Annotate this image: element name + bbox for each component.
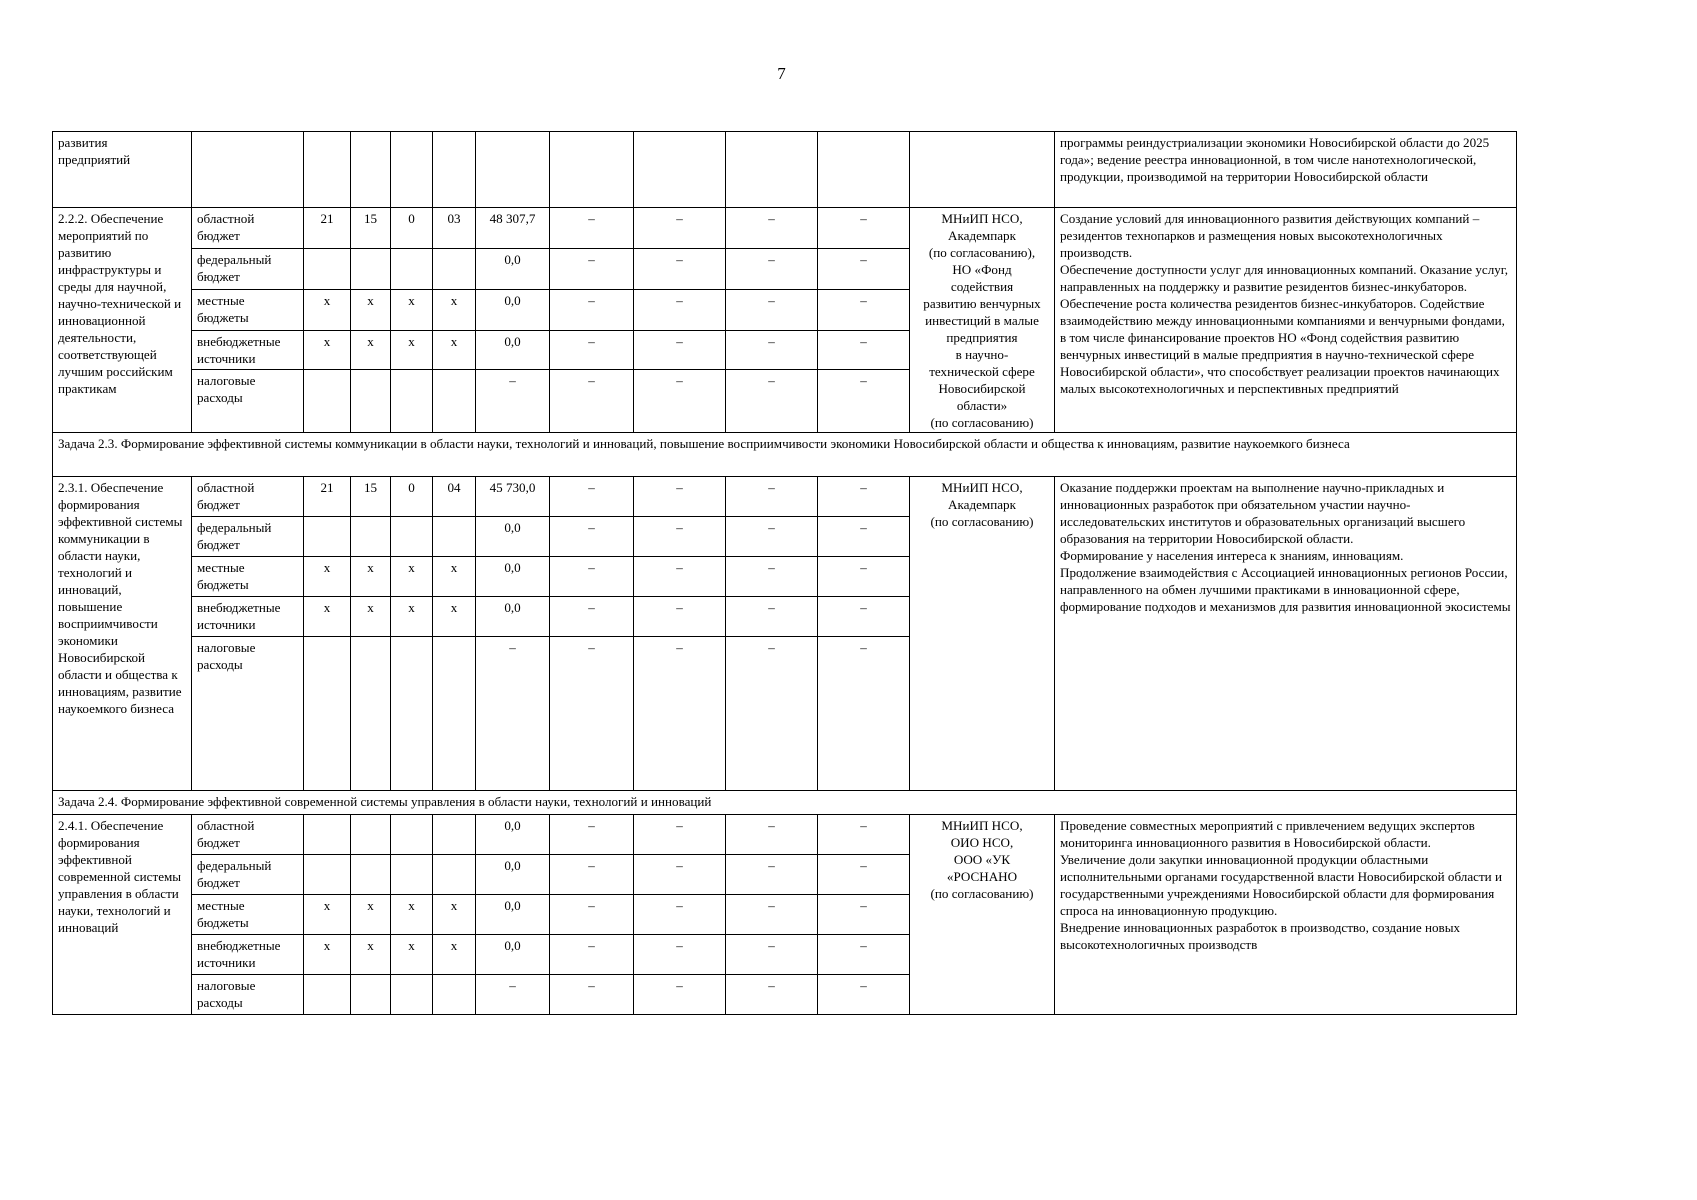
total-amount-cell: –	[476, 975, 550, 1015]
funding-source-cell: налоговые расходы	[192, 975, 304, 1015]
code-subsection-cell: x	[391, 557, 433, 597]
code-chapter-cell	[304, 249, 351, 290]
code-activity-cell	[433, 637, 476, 791]
funding-source-cell: местные бюджеты	[192, 557, 304, 597]
page-number: 7	[777, 64, 786, 83]
code-chapter-cell: x	[304, 597, 351, 637]
code-chapter-cell: x	[304, 290, 351, 331]
code-section-cell: x	[351, 331, 391, 370]
code-activity-cell	[433, 815, 476, 855]
funding-source-cell: областной бюджет	[192, 477, 304, 517]
year-3-cell: –	[726, 935, 818, 975]
funding-source-cell: внебюджетные источники	[192, 935, 304, 975]
code-section-cell: x	[351, 597, 391, 637]
year-3-cell: –	[726, 557, 818, 597]
code-subsection-cell	[391, 637, 433, 791]
year-1-cell: –	[550, 935, 634, 975]
funding-source-cell: налоговые расходы	[192, 637, 304, 791]
code-section-cell: x	[351, 290, 391, 331]
funding-source-cell: налоговые расходы	[192, 370, 304, 433]
code-activity-cell: x	[433, 290, 476, 331]
code-section-cell	[351, 637, 391, 791]
year-1-cell: –	[550, 895, 634, 935]
code-activity-cell	[433, 249, 476, 290]
code-subsection-cell: x	[391, 935, 433, 975]
year-1-cell: –	[550, 557, 634, 597]
funding-source-cell: внебюджетные источники	[192, 331, 304, 370]
code-activity-cell: x	[433, 557, 476, 597]
code-chapter-cell	[304, 370, 351, 433]
year-3-cell: –	[726, 477, 818, 517]
task-heading-row	[53, 791, 1517, 815]
expected-result-cell: Оказание поддержки проектам на выполнение научно-прикладных и инновационных разработок при обязательном участии научно-исследовательских институтов и образовательных организаций высшего образования на территории Новосибирской области. Формирование у населения интереса к знаниям, инновациям. Продолжение взаимодействия с Ассоциацией инновационных регионов России, направленного на обмен лучшими практиками в инновационной сфере, формирование подходов и механизмов для развития инновационной экосистемы	[1055, 477, 1517, 791]
year-3-cell: –	[726, 290, 818, 331]
funding-source-cell: областной бюджет	[192, 208, 304, 249]
year-2-cell: –	[634, 637, 726, 791]
year-3-cell: –	[726, 815, 818, 855]
executor-cell: МНиИП НСО, Академпарк (по согласованию), НО «Фонд содействия развитию венчурных инвестиций в малые предприятия в научно- технической сфере Новосибирской области» (по согласованию)	[910, 208, 1055, 433]
year-3-cell: –	[726, 370, 818, 433]
code-subsection-cell	[391, 855, 433, 895]
year-2-cell: –	[634, 517, 726, 557]
code-activity-cell: 03	[433, 208, 476, 249]
year-1-cell: –	[550, 815, 634, 855]
funding-row	[53, 477, 1517, 517]
code-section-cell	[351, 517, 391, 557]
year-4-cell: –	[818, 331, 910, 370]
year-4-cell: –	[818, 597, 910, 637]
code-section-cell	[351, 370, 391, 433]
expected-result-cell: Создание условий для инновационного развития действующих компаний –резидентов технопарков и размещения новых высокотехнологичных производств. Обеспечение доступности услуг для инновационных компаний. Оказание услуг, направленных на поддержку и развитие резидентов бизнес-инкубаторов. Обеспечение роста количества резидентов бизнес-инкубаторов. Содействие взаимодействию между инновационными компаниями и венчурными фондами, в том числе финансирование проектов НО «Фонд содействия развитию венчурных инвестиций в малые предприятия в научно-технической сфере Новосибирской области», что способствует реализации проектов начинающих малых высокотехнологичных и перспективных предприятий	[1055, 208, 1517, 433]
year-4-cell: –	[818, 477, 910, 517]
total-amount-cell: 0,0	[476, 895, 550, 935]
year-3-cell: –	[726, 517, 818, 557]
code-section-cell	[351, 815, 391, 855]
year-1-cell: –	[550, 370, 634, 433]
year-2-cell: –	[634, 597, 726, 637]
year-3-cell: –	[726, 975, 818, 1015]
code-section-cell: x	[351, 895, 391, 935]
year-4-cell: –	[818, 855, 910, 895]
total-amount-cell: 0,0	[476, 935, 550, 975]
task-heading: Задача 2.3. Формирование эффективной системы коммуникации в области науки, технологий и инноваций, повышение восприимчивости экономики Новосибирской области и общества к инновациям, развитие наукоемкого бизнеса	[53, 433, 1517, 477]
code-chapter-cell: x	[304, 557, 351, 597]
year-2-cell: –	[634, 370, 726, 433]
funding-source-cell: местные бюджеты	[192, 895, 304, 935]
activity-name-cell: развития предприятий	[53, 132, 192, 208]
code-subsection-cell	[391, 370, 433, 433]
code-chapter-cell	[304, 815, 351, 855]
funding-row	[53, 208, 1517, 249]
code-subsection-cell: x	[391, 895, 433, 935]
year-4-cell: –	[818, 517, 910, 557]
total-amount-cell: 0,0	[476, 855, 550, 895]
year-3-cell: –	[726, 249, 818, 290]
code-chapter-cell: 21	[304, 477, 351, 517]
executor-cell: МНиИП НСО, ОИО НСО, ООО «УК «РОСНАНО (по согласованию)	[910, 815, 1055, 1015]
year-1-cell: –	[550, 975, 634, 1015]
year-4-cell: –	[818, 208, 910, 249]
code-activity-cell: x	[433, 597, 476, 637]
total-amount-cell: 0,0	[476, 517, 550, 557]
year-3-cell: –	[726, 637, 818, 791]
code-section-cell: x	[351, 935, 391, 975]
year-4-cell: –	[818, 370, 910, 433]
year-2-cell: –	[634, 477, 726, 517]
total-amount-cell: 0,0	[476, 815, 550, 855]
year-2-cell: –	[634, 208, 726, 249]
code-subsection-cell: 0	[391, 208, 433, 249]
year-1-cell: –	[550, 208, 634, 249]
total-amount-cell: 0,0	[476, 331, 550, 370]
code-section-cell: x	[351, 557, 391, 597]
year-2-cell: –	[634, 557, 726, 597]
code-section-cell: 15	[351, 477, 391, 517]
year-4-cell: –	[818, 895, 910, 935]
code-subsection-cell: x	[391, 290, 433, 331]
code-activity-cell	[433, 370, 476, 433]
code-activity-cell: x	[433, 935, 476, 975]
code-subsection-cell: x	[391, 597, 433, 637]
year-2-cell: –	[634, 815, 726, 855]
year-4-cell: –	[818, 249, 910, 290]
continuation-row	[53, 132, 1517, 208]
funding-source-cell: федеральный бюджет	[192, 855, 304, 895]
year-4-cell: –	[818, 975, 910, 1015]
code-chapter-cell	[304, 517, 351, 557]
total-amount-cell: 48 307,7	[476, 208, 550, 249]
funding-row	[53, 815, 1517, 855]
funding-source-cell: местные бюджеты	[192, 290, 304, 331]
total-amount-cell: 0,0	[476, 557, 550, 597]
activity-name-cell: 2.3.1. Обеспечение формирования эффективной системы коммуникации в области науки, технологий и инноваций, повышение восприимчивости экономики Новосибирской области и общества к инновациям, развитие наукоемкого бизнеса	[53, 477, 192, 791]
code-chapter-cell	[304, 637, 351, 791]
funding-source-cell: областной бюджет	[192, 815, 304, 855]
total-amount-cell: –	[476, 370, 550, 433]
code-activity-cell	[433, 975, 476, 1015]
year-1-cell: –	[550, 597, 634, 637]
year-3-cell: –	[726, 597, 818, 637]
code-subsection-cell: 0	[391, 477, 433, 517]
funding-source-cell: внебюджетные источники	[192, 597, 304, 637]
expected-result-cell: программы реиндустриализации экономики Новосибирской области до 2025 года»; ведение реестра инновационной, в том числе нанотехнологической, продукции, производимой на территории Новосибирской области	[1055, 132, 1517, 208]
code-section-cell: 15	[351, 208, 391, 249]
year-3-cell: –	[726, 208, 818, 249]
year-4-cell: –	[818, 935, 910, 975]
year-3-cell: –	[726, 855, 818, 895]
expected-result-cell: Проведение совместных мероприятий с привлечением ведущих экспертов мониторинга инновационного развития в Новосибирской области. Увеличение доли закупки инновационной продукции областными исполнительными органами государственной власти Новосибирской области и государственными учреждениями Новосибирской области для формирования спроса на инновационную продукцию. Внедрение инновационных разработок в производство, создание новых высокотехнологичных производств	[1055, 815, 1517, 1015]
code-subsection-cell	[391, 815, 433, 855]
year-2-cell: –	[634, 895, 726, 935]
code-activity-cell: 04	[433, 477, 476, 517]
year-1-cell: –	[550, 477, 634, 517]
total-amount-cell: 0,0	[476, 249, 550, 290]
executor-cell: МНиИП НСО, Академпарк (по согласованию)	[910, 477, 1055, 791]
year-2-cell: –	[634, 935, 726, 975]
code-activity-cell	[433, 855, 476, 895]
year-1-cell: –	[550, 637, 634, 791]
code-chapter-cell: 21	[304, 208, 351, 249]
code-chapter-cell: x	[304, 895, 351, 935]
activity-name-cell: 2.2.2. Обеспечение мероприятий по развитию инфраструктуры и среды для научной, научно-технической и инновационной деятельности, соответствующей лучшим российским практикам	[53, 208, 192, 433]
funding-source-cell: федеральный бюджет	[192, 249, 304, 290]
task-heading-row	[53, 433, 1517, 477]
total-amount-cell: 45 730,0	[476, 477, 550, 517]
year-2-cell: –	[634, 331, 726, 370]
total-amount-cell: 0,0	[476, 597, 550, 637]
year-1-cell: –	[550, 290, 634, 331]
year-1-cell: –	[550, 517, 634, 557]
year-2-cell: –	[634, 249, 726, 290]
year-1-cell: –	[550, 249, 634, 290]
code-chapter-cell: x	[304, 331, 351, 370]
year-4-cell: –	[818, 637, 910, 791]
year-4-cell: –	[818, 557, 910, 597]
year-1-cell: –	[550, 855, 634, 895]
code-subsection-cell	[391, 249, 433, 290]
code-subsection-cell: x	[391, 331, 433, 370]
year-1-cell: –	[550, 331, 634, 370]
year-2-cell: –	[634, 855, 726, 895]
total-amount-cell: 0,0	[476, 290, 550, 331]
year-3-cell: –	[726, 895, 818, 935]
year-2-cell: –	[634, 290, 726, 331]
activity-name-cell: 2.4.1. Обеспечение формирования эффективной современной системы управления в области науки, технологий и инноваций	[53, 815, 192, 1015]
code-chapter-cell	[304, 855, 351, 895]
code-section-cell	[351, 855, 391, 895]
code-chapter-cell	[304, 975, 351, 1015]
year-4-cell: –	[818, 815, 910, 855]
code-activity-cell	[433, 517, 476, 557]
year-3-cell: –	[726, 331, 818, 370]
code-activity-cell: x	[433, 331, 476, 370]
year-4-cell: –	[818, 290, 910, 331]
year-2-cell: –	[634, 975, 726, 1015]
code-subsection-cell	[391, 517, 433, 557]
code-activity-cell: x	[433, 895, 476, 935]
program-table	[52, 131, 1517, 1015]
code-section-cell	[351, 975, 391, 1015]
code-section-cell	[351, 249, 391, 290]
code-subsection-cell	[391, 975, 433, 1015]
total-amount-cell: –	[476, 637, 550, 791]
funding-source-cell: федеральный бюджет	[192, 517, 304, 557]
code-chapter-cell: x	[304, 935, 351, 975]
task-heading: Задача 2.4. Формирование эффективной современной системы управления в области науки, технологий и инноваций	[53, 791, 1517, 815]
